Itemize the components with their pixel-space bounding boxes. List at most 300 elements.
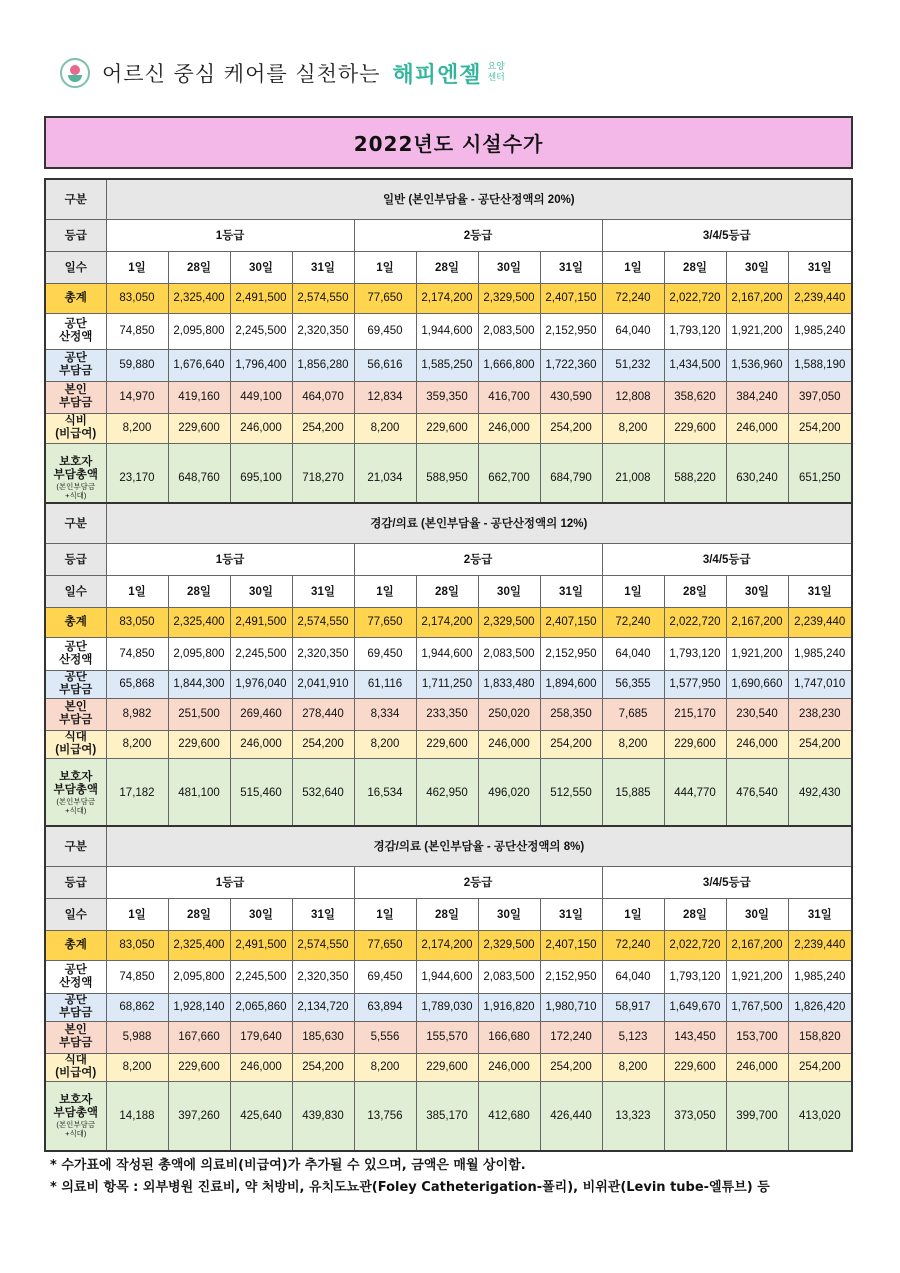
value-cell: 444,770 xyxy=(664,758,726,828)
day-header: 28일 xyxy=(664,575,726,607)
value-cell: 72,240 xyxy=(602,607,664,637)
meal-cost-row xyxy=(45,1053,852,1081)
value-cell: 74,850 xyxy=(106,960,168,993)
row-label-line: 산정액 xyxy=(59,331,93,343)
value-cell: 74,850 xyxy=(106,637,168,670)
value-cell: 2,152,950 xyxy=(540,637,602,670)
fund-amount-row xyxy=(45,313,852,349)
value-cell: 250,020 xyxy=(478,698,540,730)
value-cell: 158,820 xyxy=(788,1021,852,1053)
value-cell: 143,450 xyxy=(664,1021,726,1053)
day-header: 1일 xyxy=(106,575,168,607)
value-cell: 246,000 xyxy=(478,413,540,443)
guardian-total-row xyxy=(45,1081,852,1151)
days-row xyxy=(45,898,852,930)
row-label-line: 부담총액 xyxy=(53,1106,98,1119)
day-header: 30일 xyxy=(478,898,540,930)
value-cell: 399,700 xyxy=(726,1081,788,1151)
category-title: 일반 (본인부담율 - 공단산정액의 20%) xyxy=(106,179,852,219)
value-cell: 1,793,120 xyxy=(664,637,726,670)
row-label-line: 식대 xyxy=(64,731,87,743)
value-cell: 2,329,500 xyxy=(478,930,540,960)
value-cell: 397,260 xyxy=(168,1081,230,1151)
value-cell: 8,200 xyxy=(602,730,664,758)
value-cell: 56,616 xyxy=(354,349,416,381)
value-cell: 1,944,600 xyxy=(416,637,478,670)
value-cell: 179,640 xyxy=(230,1021,292,1053)
value-cell: 1,793,120 xyxy=(664,313,726,349)
self-burden-row xyxy=(45,698,852,730)
value-cell: 167,660 xyxy=(168,1021,230,1053)
value-cell: 2,491,500 xyxy=(230,607,292,637)
row-label-line: 식비 xyxy=(64,415,87,427)
value-cell: 1,747,010 xyxy=(788,670,852,698)
day-header: 30일 xyxy=(726,898,788,930)
fee-table xyxy=(44,178,853,514)
value-cell: 12,834 xyxy=(354,381,416,413)
value-cell: 358,620 xyxy=(664,381,726,413)
value-cell: 2,095,800 xyxy=(168,313,230,349)
value-cell: 229,600 xyxy=(664,1053,726,1081)
day-header: 30일 xyxy=(230,898,292,930)
value-cell: 630,240 xyxy=(726,443,788,513)
value-cell: 1,921,200 xyxy=(726,960,788,993)
day-header: 1일 xyxy=(602,251,664,283)
value-cell: 254,200 xyxy=(292,1053,354,1081)
value-cell: 2,167,200 xyxy=(726,283,788,313)
value-cell: 464,070 xyxy=(292,381,354,413)
value-cell: 74,850 xyxy=(106,313,168,349)
grade-row xyxy=(45,543,852,575)
value-cell: 15,885 xyxy=(602,758,664,828)
value-cell: 2,239,440 xyxy=(788,930,852,960)
value-cell: 246,000 xyxy=(478,730,540,758)
value-cell: 5,123 xyxy=(602,1021,664,1053)
value-cell: 2,022,720 xyxy=(664,930,726,960)
value-cell: 58,917 xyxy=(602,993,664,1021)
grade-label: 등급 xyxy=(45,219,106,251)
value-cell: 426,440 xyxy=(540,1081,602,1151)
value-cell: 215,170 xyxy=(664,698,726,730)
self-burden-row xyxy=(45,1021,852,1053)
day-header: 31일 xyxy=(292,898,354,930)
value-cell: 1,676,640 xyxy=(168,349,230,381)
value-cell: 13,323 xyxy=(602,1081,664,1151)
value-cell: 21,008 xyxy=(602,443,664,513)
value-cell: 2,095,800 xyxy=(168,637,230,670)
value-cell: 662,700 xyxy=(478,443,540,513)
value-cell: 77,650 xyxy=(354,283,416,313)
value-cell: 17,182 xyxy=(106,758,168,828)
row-label-line: 공단 xyxy=(64,671,87,683)
value-cell: 254,200 xyxy=(292,730,354,758)
fee-table xyxy=(44,825,853,1152)
day-header: 31일 xyxy=(788,898,852,930)
value-cell: 2,574,550 xyxy=(292,283,354,313)
value-cell: 2,574,550 xyxy=(292,607,354,637)
value-cell: 23,170 xyxy=(106,443,168,513)
value-cell: 1,844,300 xyxy=(168,670,230,698)
value-cell: 2,239,440 xyxy=(788,607,852,637)
brand-name: 해피엔젤 xyxy=(392,62,482,88)
value-cell: 515,460 xyxy=(230,758,292,828)
value-cell: 2,245,500 xyxy=(230,637,292,670)
value-cell: 1,921,200 xyxy=(726,637,788,670)
value-cell: 496,020 xyxy=(478,758,540,828)
value-cell: 1,980,710 xyxy=(540,993,602,1021)
value-cell: 278,440 xyxy=(292,698,354,730)
grade-header: 2등급 xyxy=(354,866,602,898)
value-cell: 2,407,150 xyxy=(540,930,602,960)
days-label: 일수 xyxy=(45,251,106,283)
value-cell: 385,170 xyxy=(416,1081,478,1151)
row-label-line: 보호자 xyxy=(59,455,93,468)
category-label: 구분 xyxy=(45,503,106,543)
row-label xyxy=(45,1081,106,1151)
value-cell: 233,350 xyxy=(416,698,478,730)
value-cell: 1,985,240 xyxy=(788,637,852,670)
category-row xyxy=(45,826,852,866)
brand-subtitle: 요양센터 xyxy=(487,62,505,83)
value-cell: 1,796,400 xyxy=(230,349,292,381)
value-cell: 2,245,500 xyxy=(230,960,292,993)
category-label: 구분 xyxy=(45,179,106,219)
day-header: 31일 xyxy=(540,251,602,283)
row-label xyxy=(45,1053,106,1081)
value-cell: 1,649,670 xyxy=(664,993,726,1021)
value-cell: 8,982 xyxy=(106,698,168,730)
value-cell: 2,083,500 xyxy=(478,637,540,670)
value-cell: 8,200 xyxy=(602,413,664,443)
row-label-line: 총계 xyxy=(64,291,87,304)
row-label-line: 부담총액 xyxy=(53,783,98,796)
row-label xyxy=(45,1021,106,1053)
value-cell: 238,230 xyxy=(788,698,852,730)
row-label-line: 부담금 xyxy=(59,397,93,409)
grade-header: 2등급 xyxy=(354,543,602,575)
days-row xyxy=(45,575,852,607)
row-label xyxy=(45,313,106,349)
value-cell: 59,880 xyxy=(106,349,168,381)
grade-header: 1등급 xyxy=(106,543,354,575)
value-cell: 1,916,820 xyxy=(478,993,540,1021)
value-cell: 1,585,250 xyxy=(416,349,478,381)
value-cell: 8,200 xyxy=(354,413,416,443)
value-cell: 230,540 xyxy=(726,698,788,730)
day-header: 31일 xyxy=(540,898,602,930)
value-cell: 12,808 xyxy=(602,381,664,413)
fund-amount-row xyxy=(45,960,852,993)
value-cell: 2,152,950 xyxy=(540,960,602,993)
value-cell: 83,050 xyxy=(106,283,168,313)
value-cell: 166,680 xyxy=(478,1021,540,1053)
value-cell: 1,536,960 xyxy=(726,349,788,381)
value-cell: 2,095,800 xyxy=(168,960,230,993)
value-cell: 718,270 xyxy=(292,443,354,513)
value-cell: 1,588,190 xyxy=(788,349,852,381)
day-header: 1일 xyxy=(602,575,664,607)
value-cell: 588,950 xyxy=(416,443,478,513)
day-header: 28일 xyxy=(416,251,478,283)
row-label xyxy=(45,670,106,698)
row-label-line: 공단 xyxy=(64,994,87,1006)
value-cell: 397,050 xyxy=(788,381,852,413)
value-cell: 246,000 xyxy=(230,730,292,758)
day-header: 1일 xyxy=(106,898,168,930)
grade-header: 3/4/5등급 xyxy=(602,219,852,251)
day-header: 31일 xyxy=(788,575,852,607)
value-cell: 2,167,200 xyxy=(726,930,788,960)
day-header: 1일 xyxy=(354,251,416,283)
row-label xyxy=(45,698,106,730)
row-label-line: 부담금 xyxy=(59,1007,93,1019)
row-label-line: (본인부담금 xyxy=(56,796,96,806)
day-header: 31일 xyxy=(788,251,852,283)
value-cell: 425,640 xyxy=(230,1081,292,1151)
row-label xyxy=(45,960,106,993)
value-cell: 2,407,150 xyxy=(540,607,602,637)
row-label-line: 보호자 xyxy=(59,770,93,783)
days-label: 일수 xyxy=(45,575,106,607)
day-header: 30일 xyxy=(230,251,292,283)
value-cell: 254,200 xyxy=(540,413,602,443)
grade-header: 3/4/5등급 xyxy=(602,543,852,575)
category-row xyxy=(45,503,852,543)
row-label-line: 총계 xyxy=(64,615,87,628)
meal-cost-row xyxy=(45,413,852,443)
value-cell: 77,650 xyxy=(354,930,416,960)
value-cell: 2,329,500 xyxy=(478,607,540,637)
grade-header: 3/4/5등급 xyxy=(602,866,852,898)
value-cell: 172,240 xyxy=(540,1021,602,1053)
value-cell: 1,826,420 xyxy=(788,993,852,1021)
fund-burden-row xyxy=(45,670,852,698)
slogan: 어르신 중심 케어를 실천하는 xyxy=(102,62,381,86)
row-label-line: 산정액 xyxy=(59,976,93,989)
note-item: * 수가표에 작성된 총액에 의료비(비급여)가 추가될 수 있으며, 금액은 매월 상이함. xyxy=(50,1158,526,1173)
value-cell: 64,040 xyxy=(602,637,664,670)
day-header: 31일 xyxy=(292,251,354,283)
value-cell: 2,245,500 xyxy=(230,313,292,349)
grade-header: 1등급 xyxy=(106,219,354,251)
grade-header: 2등급 xyxy=(354,219,602,251)
category-title: 경감/의료 (본인부담율 - 공단산정액의 8%) xyxy=(106,826,852,866)
value-cell: 1,793,120 xyxy=(664,960,726,993)
value-cell: 512,550 xyxy=(540,758,602,828)
value-cell: 2,167,200 xyxy=(726,607,788,637)
value-cell: 462,950 xyxy=(416,758,478,828)
value-cell: 251,500 xyxy=(168,698,230,730)
value-cell: 229,600 xyxy=(168,1053,230,1081)
value-cell: 14,970 xyxy=(106,381,168,413)
row-label-line: 총계 xyxy=(64,938,87,951)
logo-icon xyxy=(60,58,90,88)
value-cell: 1,577,950 xyxy=(664,670,726,698)
row-label-line: 본인 xyxy=(64,701,87,713)
value-cell: 8,200 xyxy=(106,730,168,758)
row-label-line: 공단 xyxy=(64,963,87,976)
value-cell: 229,600 xyxy=(664,413,726,443)
value-cell: 532,640 xyxy=(292,758,354,828)
day-header: 30일 xyxy=(478,575,540,607)
value-cell: 21,034 xyxy=(354,443,416,513)
value-cell: 7,685 xyxy=(602,698,664,730)
fund-burden-row xyxy=(45,349,852,381)
row-label-line: 공단 xyxy=(64,318,87,330)
value-cell: 2,152,950 xyxy=(540,313,602,349)
value-cell: 69,450 xyxy=(354,960,416,993)
value-cell: 246,000 xyxy=(726,1053,788,1081)
row-label-line: 부담금 xyxy=(59,714,93,726)
total-row xyxy=(45,607,852,637)
value-cell: 63,894 xyxy=(354,993,416,1021)
day-header: 30일 xyxy=(726,575,788,607)
row-label-line: (본인부담금 xyxy=(56,481,96,491)
row-label-line: (비급여) xyxy=(55,428,97,440)
row-label-line: +식대) xyxy=(65,490,87,500)
value-cell: 2,320,350 xyxy=(292,960,354,993)
value-cell: 56,355 xyxy=(602,670,664,698)
day-header: 31일 xyxy=(540,575,602,607)
value-cell: 51,232 xyxy=(602,349,664,381)
value-cell: 269,460 xyxy=(230,698,292,730)
row-label-line: (비급여) xyxy=(55,1067,97,1079)
row-label-line: 부담총액 xyxy=(53,468,98,481)
value-cell: 1,722,360 xyxy=(540,349,602,381)
value-cell: 416,700 xyxy=(478,381,540,413)
row-label-line: (비급여) xyxy=(55,744,97,756)
value-cell: 1,985,240 xyxy=(788,313,852,349)
day-header: 1일 xyxy=(354,898,416,930)
value-cell: 1,434,500 xyxy=(664,349,726,381)
value-cell: 481,100 xyxy=(168,758,230,828)
value-cell: 229,600 xyxy=(168,730,230,758)
row-label-line: 산정액 xyxy=(59,653,93,666)
value-cell: 246,000 xyxy=(478,1053,540,1081)
value-cell: 2,083,500 xyxy=(478,313,540,349)
value-cell: 413,020 xyxy=(788,1081,852,1151)
day-header: 28일 xyxy=(664,898,726,930)
value-cell: 2,574,550 xyxy=(292,930,354,960)
value-cell: 1,894,600 xyxy=(540,670,602,698)
category-row xyxy=(45,179,852,219)
value-cell: 155,570 xyxy=(416,1021,478,1053)
value-cell: 2,134,720 xyxy=(292,993,354,1021)
value-cell: 8,334 xyxy=(354,698,416,730)
value-cell: 77,650 xyxy=(354,607,416,637)
row-label xyxy=(45,930,106,960)
value-cell: 68,862 xyxy=(106,993,168,1021)
grade-label: 등급 xyxy=(45,866,106,898)
row-label-line: 부담금 xyxy=(59,684,93,696)
value-cell: 72,240 xyxy=(602,930,664,960)
row-label-line: 본인 xyxy=(64,384,87,396)
page-title-text: 2022년도 시설수가 xyxy=(353,132,544,156)
row-label xyxy=(45,730,106,758)
total-row xyxy=(45,283,852,313)
value-cell: 65,868 xyxy=(106,670,168,698)
days-label: 일수 xyxy=(45,898,106,930)
value-cell: 430,590 xyxy=(540,381,602,413)
value-cell: 254,200 xyxy=(540,1053,602,1081)
value-cell: 2,320,350 xyxy=(292,313,354,349)
value-cell: 229,600 xyxy=(664,730,726,758)
value-cell: 2,041,910 xyxy=(292,670,354,698)
value-cell: 69,450 xyxy=(354,313,416,349)
value-cell: 2,325,400 xyxy=(168,930,230,960)
value-cell: 8,200 xyxy=(106,1053,168,1081)
value-cell: 72,240 xyxy=(602,283,664,313)
row-label-line: 공단 xyxy=(64,352,87,364)
value-cell: 1,928,140 xyxy=(168,993,230,1021)
value-cell: 2,491,500 xyxy=(230,930,292,960)
row-label xyxy=(45,349,106,381)
value-cell: 14,188 xyxy=(106,1081,168,1151)
value-cell: 64,040 xyxy=(602,960,664,993)
value-cell: 1,789,030 xyxy=(416,993,478,1021)
row-label-line: 식대 xyxy=(64,1054,87,1066)
value-cell: 684,790 xyxy=(540,443,602,513)
value-cell: 449,100 xyxy=(230,381,292,413)
row-label xyxy=(45,993,106,1021)
value-cell: 229,600 xyxy=(416,413,478,443)
value-cell: 13,756 xyxy=(354,1081,416,1151)
value-cell: 2,407,150 xyxy=(540,283,602,313)
fee-table xyxy=(44,502,853,829)
value-cell: 2,174,200 xyxy=(416,607,478,637)
day-header: 1일 xyxy=(602,898,664,930)
value-cell: 359,350 xyxy=(416,381,478,413)
value-cell: 83,050 xyxy=(106,930,168,960)
value-cell: 69,450 xyxy=(354,637,416,670)
value-cell: 1,856,280 xyxy=(292,349,354,381)
value-cell: 254,200 xyxy=(788,730,852,758)
value-cell: 1,711,250 xyxy=(416,670,478,698)
value-cell: 246,000 xyxy=(726,413,788,443)
row-label xyxy=(45,413,106,443)
value-cell: 2,325,400 xyxy=(168,607,230,637)
value-cell: 1,944,600 xyxy=(416,313,478,349)
value-cell: 83,050 xyxy=(106,607,168,637)
fund-amount-row xyxy=(45,637,852,670)
value-cell: 254,200 xyxy=(788,1053,852,1081)
value-cell: 2,239,440 xyxy=(788,283,852,313)
value-cell: 1,690,660 xyxy=(726,670,788,698)
day-header: 28일 xyxy=(168,575,230,607)
value-cell: 648,760 xyxy=(168,443,230,513)
grade-row xyxy=(45,219,852,251)
day-header: 28일 xyxy=(664,251,726,283)
value-cell: 246,000 xyxy=(230,1053,292,1081)
grade-row xyxy=(45,866,852,898)
value-cell: 2,022,720 xyxy=(664,283,726,313)
value-cell: 246,000 xyxy=(726,730,788,758)
value-cell: 229,600 xyxy=(416,730,478,758)
value-cell: 384,240 xyxy=(726,381,788,413)
row-label-line: (본인부담금 xyxy=(56,1119,96,1129)
value-cell: 439,830 xyxy=(292,1081,354,1151)
row-label xyxy=(45,758,106,828)
value-cell: 2,320,350 xyxy=(292,637,354,670)
value-cell: 492,430 xyxy=(788,758,852,828)
day-header: 28일 xyxy=(168,251,230,283)
value-cell: 651,250 xyxy=(788,443,852,513)
category-label: 구분 xyxy=(45,826,106,866)
value-cell: 2,083,500 xyxy=(478,960,540,993)
value-cell: 2,325,400 xyxy=(168,283,230,313)
value-cell: 5,556 xyxy=(354,1021,416,1053)
day-header: 1일 xyxy=(106,251,168,283)
